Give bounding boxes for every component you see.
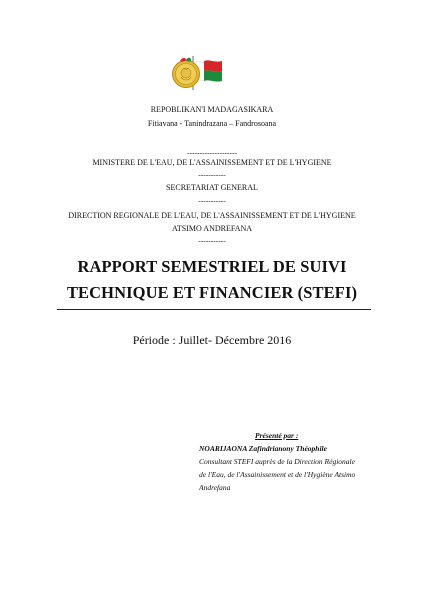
separator-4: ----------- bbox=[198, 236, 226, 245]
presenter-name: NOARIJAONA Zafindrianony Théophile bbox=[199, 444, 327, 453]
presented-by-label bbox=[255, 430, 424, 443]
report-title-line-1: RAPPORT SEMESTRIEL DE SUIVI bbox=[77, 257, 347, 276]
madagascar-emblem-icon bbox=[166, 50, 226, 92]
country-name: REPOBLIKAN'I MADAGASIKARA bbox=[150, 105, 274, 114]
title-underline bbox=[57, 309, 371, 310]
secretariat-name: SECRETARIAT GENERAL bbox=[166, 183, 258, 192]
direction-name-line-2: ATSIMO ANDREFANA bbox=[171, 224, 253, 233]
separator-2: ----------- bbox=[198, 170, 226, 179]
presenter-role-line-1: Consultant STEFI auprès de la Direction Régionale bbox=[199, 457, 355, 466]
presenter-role-line-2: de l'Eau, de l'Assainissement et de l'Hygiène Atsimo bbox=[199, 470, 356, 479]
ministry-name: MINISTERE DE L'EAU, DE L'ASSAINISSEMENT ET DE L'HYGIENE bbox=[92, 158, 332, 167]
presenter-role-line-3: Andrefana bbox=[199, 483, 231, 492]
report-title-line-2: TECHNIQUE ET FINANCIER (STEFI) bbox=[66, 283, 358, 302]
national-motto: Fitiavana - Tanindrazana – Fandrosoana bbox=[147, 119, 277, 128]
separator-3: ----------- bbox=[198, 196, 226, 205]
separator-1: -------------------- bbox=[187, 148, 237, 157]
direction-name-line-1: DIRECTION REGIONALE DE L'EAU, DE L'ASSAINISSEMENT ET DE L'HYGIENE bbox=[68, 211, 356, 220]
presented-by-text: Présenté par : bbox=[255, 431, 299, 440]
report-period: Période : Juillet- Décembre 2016 bbox=[132, 333, 292, 347]
